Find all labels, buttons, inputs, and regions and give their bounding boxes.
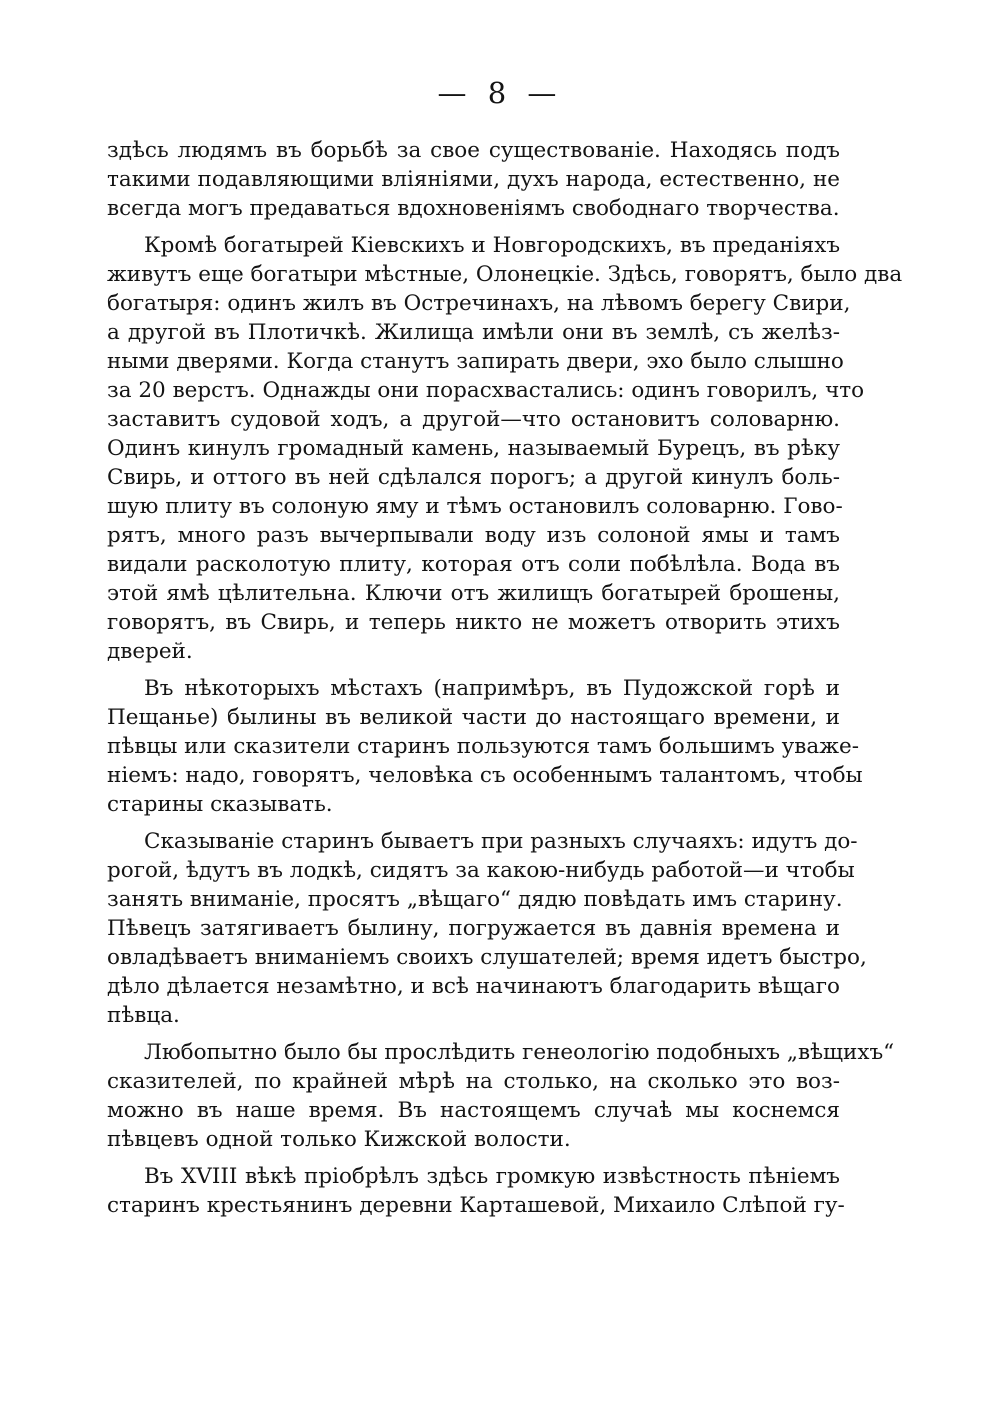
text-line: ніемъ: надо, говорятъ, человѣка съ особеннымъ талантомъ, чтобы: [107, 763, 863, 788]
text-line: занять вниманіе, просятъ „вѣщаго“ дядю повѣдать имъ старину.: [107, 887, 843, 912]
page-number: — 8 —: [437, 76, 563, 110]
paragraph-gap: [107, 1030, 840, 1038]
text-line: ными дверями. Когда станутъ запирать двери, эхо было слышно: [107, 349, 844, 374]
text-line: а другой въ Плотичкѣ. Жилища имѣли они въ землѣ, съ желѣз-: [107, 320, 840, 345]
text-line: Въ XVIII вѣкѣ пріобрѣлъ здѣсь громкую извѣстность пѣніемъ: [144, 1164, 840, 1189]
text-line: пѣвцы или сказители старинъ пользуются тамъ большимъ уваже-: [107, 734, 859, 759]
text-line: рятъ, много разъ вычерпывали воду изъ солоной ямы и тамъ: [107, 523, 840, 548]
text-line: Въ нѣкоторыхъ мѣстахъ (напримѣръ, въ Пудожской горѣ и: [144, 676, 840, 701]
text-line: богатыря: одинъ жилъ въ Остречинахъ, на лѣвомъ берегу Свири,: [107, 291, 851, 316]
paragraph-gap: [107, 1154, 840, 1162]
text-line: рогой, ѣдутъ въ лодкѣ, сидятъ за какою-нибудь работой—и чтобы: [107, 858, 855, 883]
text-line: здѣсь людямъ въ борьбѣ за свое существованіе. Находясь подъ: [107, 138, 840, 163]
text-line: живутъ еще богатыри мѣстные, Олонецкіе. Здѣсь, говорятъ, было два: [107, 262, 903, 287]
paragraph-gap: [107, 819, 840, 827]
text-line: можно въ наше время. Въ настоящемъ случаѣ мы коснемся: [107, 1098, 840, 1123]
paragraph-gap: [107, 223, 840, 231]
text-line: сказителей, по крайней мѣрѣ на столько, на сколько это воз-: [107, 1069, 840, 1094]
text-line: старины сказывать.: [107, 792, 333, 817]
text-line: за 20 верстъ. Однажды они порасхвастались: одинъ говорилъ, что: [107, 378, 865, 403]
text-line: дѣло дѣлается незамѣтно, и всѣ начинаютъ благодарить вѣщаго: [107, 974, 840, 999]
text-line: этой ямѣ цѣлительна. Ключи отъ жилищъ богатырей брошены,: [107, 581, 840, 606]
text-line: пѣвца.: [107, 1003, 180, 1028]
text-line: заставитъ судовой ходъ, а другой—что остановитъ соловарню.: [107, 407, 840, 432]
text-line: Свирь, и оттого въ ней сдѣлался порогъ; а другой кинулъ боль-: [107, 465, 840, 490]
text-line: старинъ крестьянинъ деревни Карташевой, Михаило Слѣпой гу-: [107, 1193, 845, 1218]
text-line: шую плиту въ солоную яму и тѣмъ остановилъ соловарню. Гово-: [107, 494, 843, 519]
text-line: пѣвцевъ одной только Кижской волости.: [107, 1127, 571, 1152]
text-line: Сказываніе старинъ бываетъ при разныхъ случаяхъ: идутъ до-: [144, 829, 858, 854]
text-line: всегда могъ предаваться вдохновеніямъ свободнаго творчества.: [107, 196, 840, 221]
text-line: Пещанье) былины въ великой части до настоящаго времени, и: [107, 705, 840, 730]
text-line: Кромѣ богатырей Кіевскихъ и Новгородскихъ, въ преданіяхъ: [144, 233, 840, 258]
text-line: Одинъ кинулъ громадный камень, называемый Бурецъ, въ рѣку: [107, 436, 840, 461]
text-line: Пѣвецъ затягиваетъ былину, погружается въ давнія времена и: [107, 916, 840, 941]
text-line: такими подавляющими вліяніями, духъ народа, естественно, не: [107, 167, 840, 192]
paragraph-gap: [107, 666, 840, 674]
text-line: овладѣваетъ вниманіемъ своихъ слушателей; время идетъ быстро,: [107, 945, 867, 970]
text-line: видали расколотую плиту, которая отъ соли побѣлѣла. Вода въ: [107, 552, 840, 577]
text-line: дверей.: [107, 639, 193, 664]
text-line: говорятъ, въ Свирь, и теперь никто не можетъ отворить этихъ: [107, 610, 840, 635]
text-line: Любопытно было бы прослѣдить генеологію подобныхъ „вѣщихъ“: [144, 1040, 895, 1065]
body-text: [107, 136, 903, 1220]
